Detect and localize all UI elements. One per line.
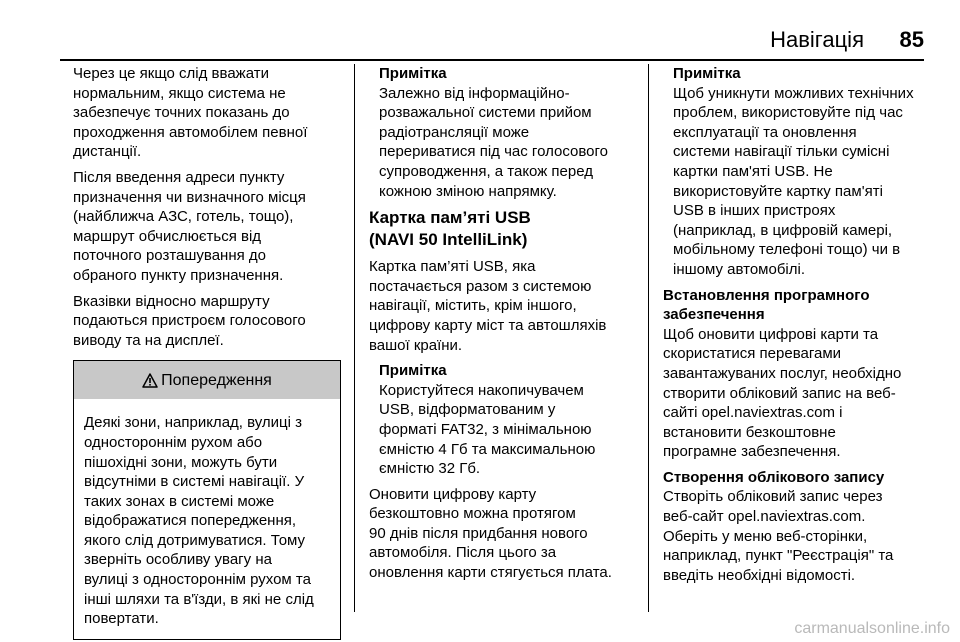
column-1 <box>73 64 341 640</box>
note-title: Примітка <box>379 65 447 82</box>
section-heading: Картка пам’яті USB (NAVI 50 IntelliLink) <box>369 208 531 250</box>
section-title: Навігація <box>770 27 864 52</box>
note-block <box>369 64 639 201</box>
warning-box <box>73 360 341 640</box>
warning-title: Попередження <box>161 371 272 389</box>
paragraph: Щоб оновити цифрові карти та скористатися перевагами завантажуваних послуг, необхідно створити обліковий запис на веб- сайті opel.naviextras.com і встановити безкоштовне програмне забезпечення. <box>663 325 902 461</box>
subheading: Створення облікового запису <box>663 468 885 486</box>
warning-text: Деякі зони, наприклад, вулиці з одностороннім рухом або пішохідні зони, можуть бути відсутніми в системі навігації. У таких зонах в системі може відображатися попередження, якого слід дотримуватися. Тому зверніть особливу увагу на вулиці з одностороннім рухом та інші шляхи та в'їзди, в які не слід повертати. <box>84 414 314 628</box>
note-block <box>369 361 639 479</box>
note-text: Залежно від інформаційно- розважальної системи прийом радіотрансляції може перериватися під час голосового супроводження, а також перед кожною зміною напрямку. <box>379 84 608 200</box>
warning-triangle-icon <box>142 373 158 388</box>
paragraph: Оновити цифрову карту безкоштовно можна протягом 90 днів після придбання нового автомобіля. Після цього за оновлення карти стягується плата. <box>369 485 612 582</box>
column-2 <box>369 64 639 589</box>
page-number: 85 <box>899 27 924 52</box>
column-3 <box>663 64 933 591</box>
watermark: carmanualsonline.info <box>794 620 950 637</box>
header-rule <box>60 59 924 61</box>
paragraph: Вказівки відносно маршруту подаються пристроєм голосового виводу та на дисплеї. <box>73 292 306 349</box>
note-text: Щоб уникнути можливих технічних проблем, використовуйте під час експлуатації та оновлення системи навігації тільки сумісні картки пам'яті USB. Не використовуйте картку пам'яті USB в інших пристроях (наприклад, в цифровій камері, мобільному телефоні тощо) чи в іншому автомобілі. <box>673 84 914 278</box>
page-header <box>60 27 924 61</box>
paragraph: Створіть обліковий запис через веб-сайт opel.naviextras.com. Оберіть у меню веб-сторінки, наприклад, пункт "Реєстрація" та введіть необхідні відомості. <box>663 488 894 584</box>
warning-header <box>74 361 340 399</box>
note-title: Примітка <box>673 65 741 82</box>
note-title: Примітка <box>379 362 447 380</box>
paragraph: Після введення адреси пункту призначення чи визначного місця (найближча АЗС, готель, тощо), маршрут обчислюється від поточного розташування до обраного пункту призначення. <box>73 168 306 284</box>
column-divider-2 <box>648 64 649 612</box>
note-text: Користуйтеся накопичувачем USB, відформатованим у форматі FAT32, з мінімальною ємністю 4 Гб та максимальною ємністю 32 Гб. <box>379 381 596 478</box>
paragraph: Через це якщо слід вважати нормальним, якщо система не забезпечує точних показань до проходження автомобілем певної дистанції. <box>73 65 308 161</box>
paragraph: Картка пам’яті USB, яка постачається разом з системою навігації, містить, крім іншого, цифрову карту міст та автошляхів вашої країни. <box>369 258 607 354</box>
note-block <box>663 64 933 280</box>
column-divider-1 <box>354 64 355 612</box>
subheading: Встановлення програмного забезпечення <box>663 286 870 324</box>
